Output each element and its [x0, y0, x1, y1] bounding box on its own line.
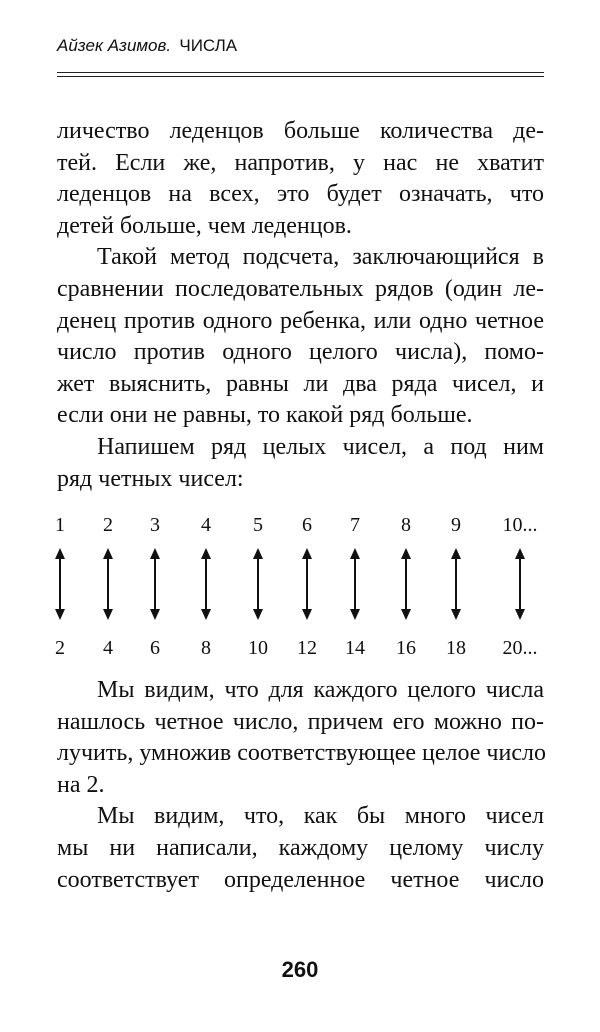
text-line: Напишем ряд целых чисел, а под ним: [97, 433, 544, 460]
text-line: жет выяснить, равны ли два ряда чисел, и: [57, 370, 544, 397]
even-number: 10: [248, 637, 268, 659]
double-arrow-icon: [515, 548, 525, 620]
integer-number: 9: [451, 514, 461, 536]
integer-number: 10...: [502, 514, 538, 536]
text-line: лучить, умножив соответствующее целое число: [57, 740, 546, 767]
even-number: 14: [345, 637, 365, 659]
text-line: леденцов на всех, это будет означать, что: [57, 181, 544, 208]
text-line: Мы видим, что для каждого целого числа: [97, 677, 544, 703]
text-block-after-diagram: [57, 675, 544, 896]
text-line: тей. Если же, напротив, у нас не хватит: [57, 149, 544, 176]
text-line: мы ни написали, каждому целому числу: [57, 834, 544, 861]
text-line: соответствует определенное четное число: [57, 866, 544, 893]
integer-number: 4: [201, 514, 211, 536]
text-line: личество леденцов больше количества де-: [57, 118, 544, 144]
double-arrow-icon: [401, 548, 411, 620]
integer-number: 5: [253, 514, 263, 536]
even-number: 8: [201, 637, 211, 659]
even-number: 12: [297, 637, 317, 659]
text-line: ряд четных чисел:: [57, 465, 244, 492]
double-arrow-icon: [302, 548, 312, 620]
text-line: сравнении последовательных рядов (один ле-: [57, 275, 544, 302]
integer-number: 1: [55, 514, 65, 536]
text-line: Такой метод подсчета, заключающийся в: [97, 244, 544, 271]
integer-number: 3: [150, 514, 160, 536]
double-arrow-icon: [150, 548, 160, 620]
double-arrow-icon: [103, 548, 113, 620]
even-number: 20...: [502, 637, 538, 659]
text-line: число против одного целого числа), помо-: [57, 339, 544, 366]
text-line: детей больше, чем леденцов.: [57, 212, 352, 239]
even-number: 18: [446, 637, 466, 659]
even-number: 2: [55, 637, 65, 659]
page-number: 260: [281, 957, 319, 982]
integer-number: 6: [302, 514, 312, 536]
text-line: денец против одного ребенка, или одно четное: [57, 307, 544, 334]
double-arrow-icon: [451, 548, 461, 620]
text-line: Мы видим, что, как бы много чисел: [97, 803, 544, 830]
even-number: 6: [150, 637, 160, 659]
double-arrow-icon: [201, 548, 211, 620]
integer-number: 2: [103, 514, 113, 536]
integer-number: 8: [401, 514, 411, 536]
integer-number: 7: [350, 514, 360, 536]
text-line: нашлось четное число, причем его можно по-: [57, 708, 544, 735]
even-number: 4: [103, 637, 113, 659]
double-arrow-icon: [253, 548, 263, 620]
double-arrow-icon: [350, 548, 360, 620]
book-author: Айзек Азимов.: [57, 36, 172, 55]
even-number: 16: [396, 637, 416, 659]
text-line: если они не равны, то какой ряд больше.: [57, 402, 473, 429]
text-line: на 2.: [57, 771, 105, 798]
book-title: ЧИСЛА: [179, 36, 238, 55]
double-arrow-icon: [55, 548, 65, 620]
